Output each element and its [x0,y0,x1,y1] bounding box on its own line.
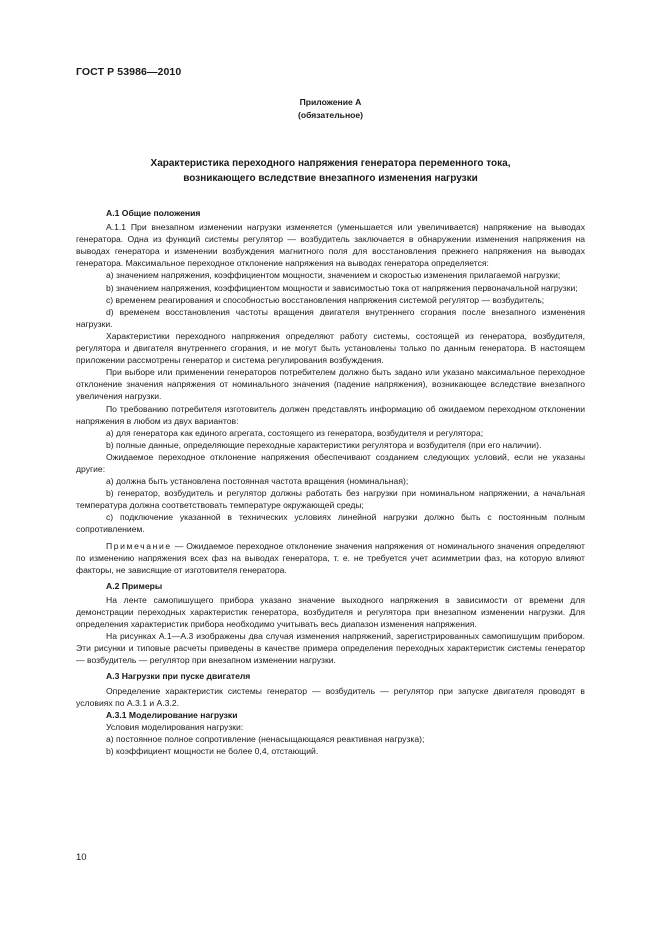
paragraph: На ленте самопишущего прибора указано значение выходного напряжения в зависимости от времени для демонстрации переходных характеристик генератора, возбудителя и регулятора при внезапном изменении нагрузки. Для определения характеристик прибора необходимо учитывать весь диапазон изменения напряжения. [76,594,585,630]
list-item: d) временем восстановления частоты вращения двигателя внутреннего сгорания после внезапного изменения нагрузки. [76,306,585,329]
note-label: Примечание [106,540,172,551]
appendix-status: (обязательное) [297,109,364,120]
section-heading-a1: А.1 Общие положения [106,208,201,218]
title-line-2: возникающего вследствие внезапного изменения нагрузки [183,173,478,185]
list-item: с) временем реагирования и способностью восстановления напряжения системой регулятор — возбудитель; [106,294,545,305]
section-heading-a3: А.3 Нагрузки при пуске двигателя [106,671,251,682]
list-item: b) полные данные, определяющие переходные характеристики регулятора и возбудителя (при его наличии). [106,439,542,450]
list-item: а) значением напряжения, коэффициентом мощности, значением и скоростью изменения прилагаемой нагрузки; [106,270,561,281]
list-item: с) подключение указанной в технических условиях линейной нагрузки должно быть с постоянным полным сопротивлением. [76,512,585,535]
paragraph: Ожидаемое переходное отклонение напряжения обеспечивают созданием следующих условий, если не указаны другие: [76,451,585,474]
note-paragraph [76,540,585,576]
list-item: а) должна быть установлена постоянная частота вращения (номинальная); [106,476,409,487]
section-heading-a2: А.2 Примеры [106,580,163,591]
section-heading-a31: А.3.1 Моделирование нагрузки [106,709,238,720]
list-item: b) коэффициент мощности не более 0,4, отстающий. [106,746,319,757]
list-item: b) генератор, возбудитель и регулятор должны работать без нагрузки при номинальном напряжении, а начальная температура должна соответствовать температуре окружающей среды; [76,488,585,511]
paragraph: По требованию потребителя изготовитель должен представлять информацию об ожидаемом переходном отклонении напряжения в любом из двух вариантов: [76,403,585,426]
list-item: а) постоянное полное сопротивление (ненасыщающаяся реактивная нагрузка); [106,733,425,744]
paragraph: Условия моделирования нагрузки: [106,721,244,732]
title-line-1: Характеристика переходного напряжения генератора переменного тока, [150,158,511,169]
standard-header: ГОСТ Р 53986—2010 [76,66,182,78]
document-body [76,206,585,757]
note-text: — Ожидаемое переходное отклонение значения напряжения от номинального значения определяют по изменению напряжения всех фаз на выводах генератора, т. е. не требуется учет асимметрии фаз, на которую влияют факторы, не зависящие от изготовителя генератора. [76,540,585,575]
list-item: b) значением напряжения, коэффициентом мощности и зависимостью тока от напряжения первоначальной нагрузки; [106,282,578,293]
appendix-heading [76,96,585,121]
paragraph: Характеристики переходного напряжения определяют работу системы, состоящей из генератора, возбудителя, регулятора и двигателя внутреннего сгорания, и не могут быть установлены только по данным генератора. В настоящем приложении рассмотрены генератор и система регулирования возбуждения. [76,330,585,366]
list-item: а) для генератора как единого агрегата, состоящего из генератора, возбудителя и регулятора; [106,427,484,438]
paragraph: На рисунках А.1—А.3 изображены два случая изменения напряжений, зарегистрированных самопишущим прибором. Эти рисунки и типовые расчеты приведены в качестве примера определения переходных характеристик системы генератор — возбудитель — регулятор при внезапном изменении нагрузки. [76,631,585,666]
appendix-title [76,156,585,186]
paragraph: Определение характеристик системы генератор — возбудитель — регулятор при запуске двигателя проводят в условиях по А.3.1 и А.3.2. [76,685,585,708]
paragraph: А.1.1 При внезапном изменении нагрузки изменяется (уменьшается или увеличивается) напряжение на выводах генератора. Одна из функций системы регулятор — возбудитель заключается в обнаружении изменения напряжения на выводах генератора и изменении возбуждения магнитного поля для восстановления прежнего напряжения на выводах генератора. Максимальное переходное отклонение напряжения на выводах генератора определяется: [76,222,585,269]
page-number: 10 [76,852,87,863]
appendix-label: Приложение А [299,97,362,107]
paragraph: При выборе или применении генераторов потребителем должно быть задано или указано максимальное переходное отклонение значения напряжения от номинального значения (падение напряжения), возникающее вследствие внезапного увеличения нагрузки. [76,367,585,402]
